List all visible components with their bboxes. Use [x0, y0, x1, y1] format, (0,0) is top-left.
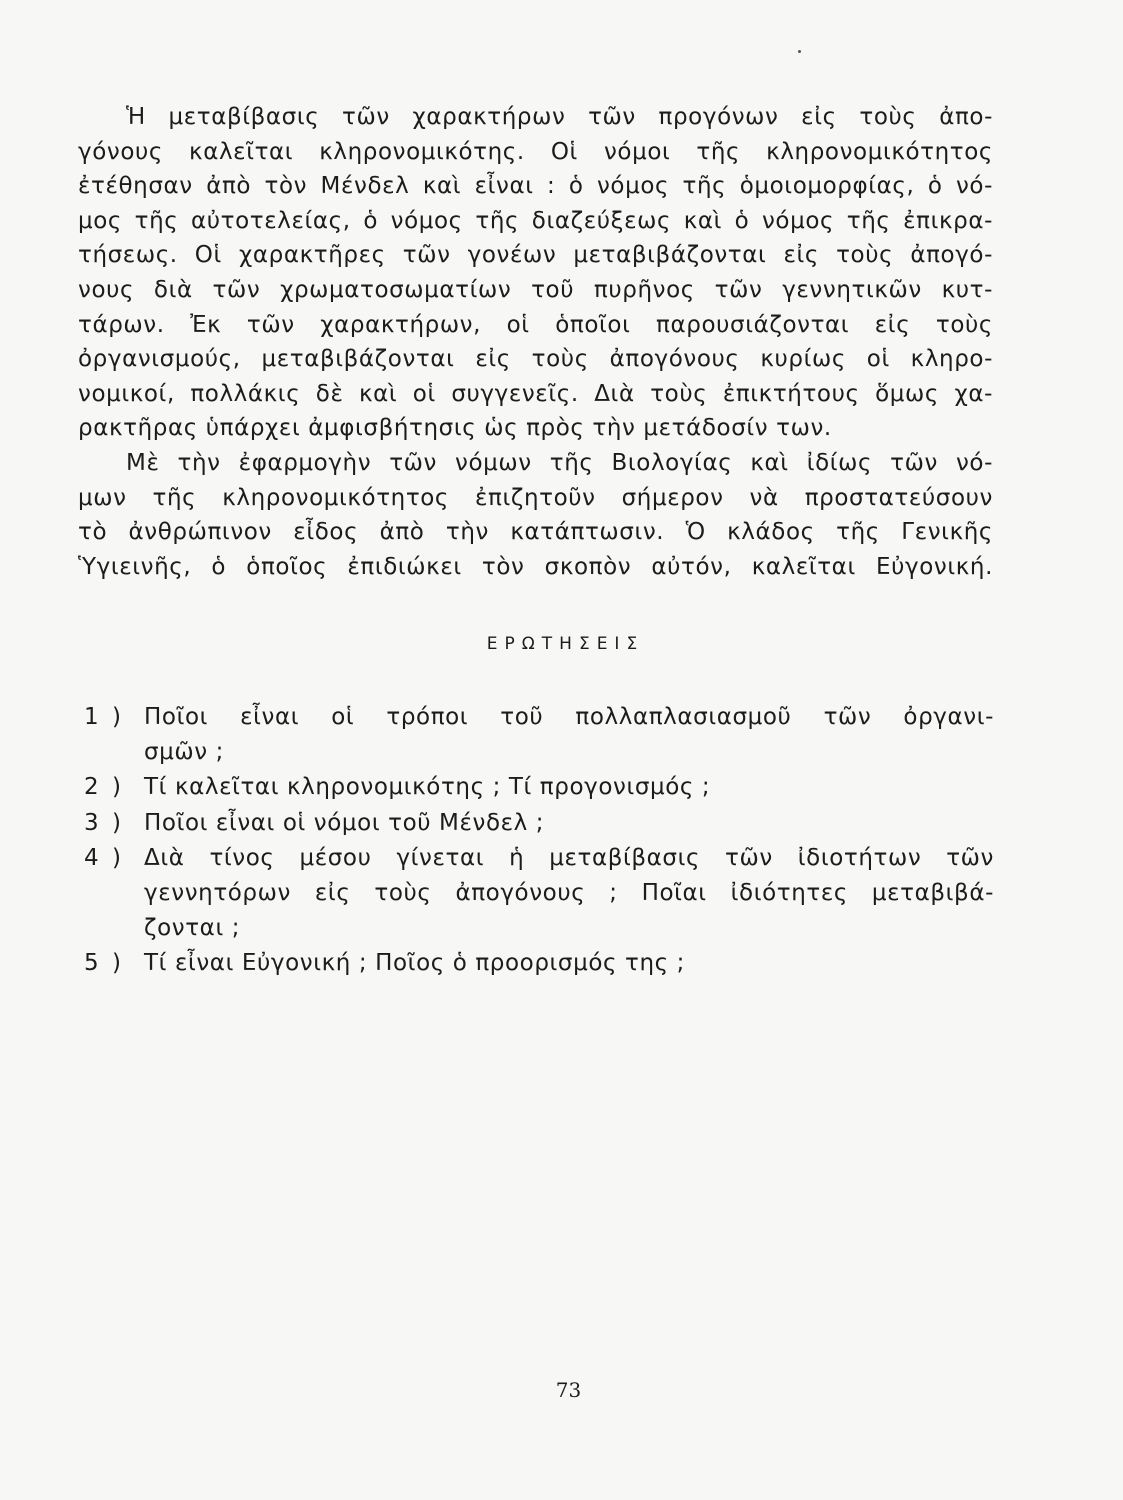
- question-line: ζονται ;: [144, 914, 241, 941]
- question-item: [84, 841, 994, 945]
- paragraph-eugenics: [78, 446, 993, 584]
- question-item: [84, 770, 994, 805]
- text-line: τήσεως. Οἱ χαρακτῆρες τῶν γονέων μεταβιβάζονται εἰς τοὺς ἀπογό-: [78, 242, 993, 269]
- question-line: γεννητόρων εἰς τοὺς ἀπογόνους ; Ποῖαι ἰδιότητες μεταβιβά-: [144, 879, 994, 906]
- text-line: τὸ ἀνθρώπινον εἶδος ἀπὸ τὴν κατάπτωσιν. Ὁ κλάδος τῆς Γενικῆς: [78, 519, 993, 546]
- text-line: Ὑγιεινῆς, ὁ ὁποῖος ἐπιδιώκει τὸν σκοπὸν αὐτόν, καλεῖται Εὐγονική.: [78, 553, 993, 580]
- text-line: μων τῆς κληρονομικότητος ἐπιζητοῦν σήμερον νὰ προστατεύσουν: [78, 484, 993, 511]
- question-item: [84, 806, 994, 841]
- text-line: ρακτῆρας ὑπάρχει ἀμφισβήτησις ὡς πρὸς τὴν μετάδοσίν των.: [78, 415, 832, 442]
- question-line: Τί εἶναι Εὐγονική ; Ποῖος ὁ προορισμός της ;: [144, 950, 685, 977]
- text-line: τάρων. Ἐκ τῶν χαρακτήρων, οἱ ὁποῖοι παρουσιάζονται εἰς τοὺς: [78, 311, 993, 338]
- question-line: Διὰ τίνος μέσου γίνεται ἡ μεταβίβασις τῶν ἰδιοτήτων τῶν: [144, 845, 994, 872]
- text-line: μος τῆς αὐτοτελείας, ὁ νόμος τῆς διαζεύξεως καὶ ὁ νόμος τῆς ἐπικρα-: [78, 207, 993, 234]
- text-line: Μὲ τὴν ἐφαρμογὴν τῶν νόμων τῆς Βιολογίας καὶ ἰδίως τῶν νό-: [126, 449, 993, 476]
- questions-heading: ΕΡΩΤΗΣΕΙΣ: [486, 634, 645, 654]
- paragraph-heredity: [78, 100, 993, 446]
- question-line: Τί καλεῖται κληρονομικότης ; Τί προγονισμός ;: [144, 774, 711, 801]
- questions-list: [84, 700, 994, 982]
- text-line: γόνους καλεῖται κληρονομικότης. Οἱ νόμοι τῆς κληρονομικότητος: [78, 138, 993, 165]
- text-line: Ἡ μεταβίβασις τῶν χαρακτήρων τῶν προγόνων εἰς τοὺς ἀπο-: [126, 104, 993, 130]
- question-number: 3 ): [84, 809, 124, 836]
- question-item: [84, 700, 994, 769]
- question-line: σμῶν ;: [144, 738, 224, 765]
- body-text: [78, 100, 993, 584]
- scan-speck: [798, 50, 801, 53]
- question-number: 1 ): [84, 704, 124, 730]
- question-item: [84, 946, 994, 981]
- text-line: ὀργανισμούς, μεταβιβάζονται εἰς τοὺς ἀπογόνους κυρίως οἱ κληρο-: [78, 346, 993, 373]
- question-number: 5 ): [84, 950, 124, 977]
- page-number: 73: [555, 1378, 582, 1402]
- question-number: 2 ): [84, 774, 124, 801]
- text-line: νομικοί, πολλάκις δὲ καὶ οἱ συγγενεῖς. Διὰ τοὺς ἐπικτήτους ὅμως χα-: [78, 380, 993, 407]
- question-line: Ποῖοι εἶναι οἱ τρόποι τοῦ πολλαπλασιασμοῦ τῶν ὀργανι-: [144, 704, 994, 730]
- text-line: ἐτέθησαν ἀπὸ τὸν Μένδελ καὶ εἶναι : ὁ νόμος τῆς ὁμοιομορφίας, ὁ νό-: [78, 173, 993, 200]
- text-line: νους διὰ τῶν χρωματοσωματίων τοῦ πυρῆνος τῶν γεννητικῶν κυτ-: [78, 276, 993, 303]
- question-number: 4 ): [84, 845, 124, 872]
- question-line: Ποῖοι εἶναι οἱ νόμοι τοῦ Μένδελ ;: [144, 809, 545, 836]
